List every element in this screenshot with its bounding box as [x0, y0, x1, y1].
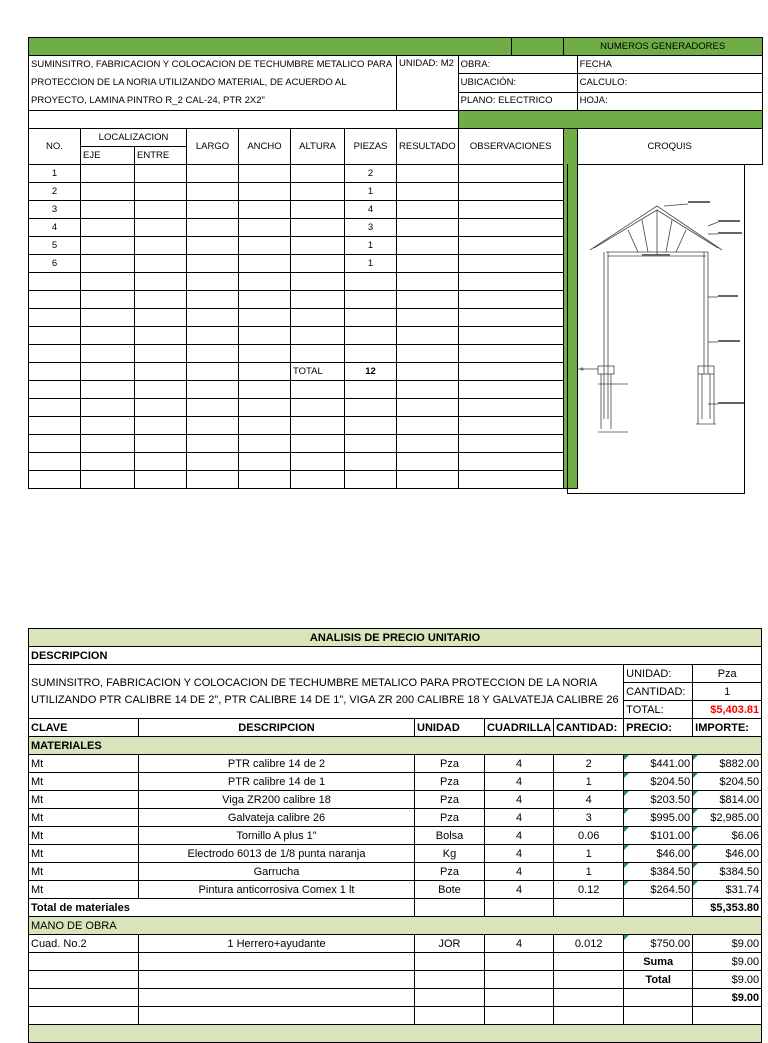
table-row: 2 1 — [29, 183, 763, 201]
total2-label: Total — [624, 971, 693, 989]
techumbre-sketch — [568, 164, 744, 492]
total-value: 12 — [345, 363, 397, 381]
col-piezas: PIEZAS — [345, 129, 397, 165]
mano-obra-section: MANO DE OBRA — [29, 917, 762, 935]
table-row: Mt PTR calibre 14 de 2 Pza 4 2 $441.00 $882.00 — [29, 755, 762, 773]
apu-descripcion-label: DESCRIPCION — [29, 647, 762, 665]
col-largo: LARGO — [187, 129, 239, 165]
materiales-section: MATERIALES — [29, 737, 762, 755]
table-row: 3 4 — [29, 201, 763, 219]
col-no: NO. — [29, 129, 81, 165]
apu-description: SUMINSITRO, FABRICACION Y COLOCACION DE TECHUMBRE METALICO PARA PROTECCION DE LA NORIA UTILIZANDO PTR CALIBRE 14 DE 2", PTR CALIBRE 14 DE 1", VIGA ZR 200 CALIBRE 18 Y GALVATEJA CALIBRE 26 — [29, 665, 624, 719]
final-value: $9.00 — [693, 989, 762, 1007]
apu-table — [28, 628, 762, 1043]
apu-unidad-value: Pza — [693, 665, 762, 683]
apu-total-label: TOTAL: — [624, 701, 693, 719]
col-ancho: ANCHO — [239, 129, 291, 165]
total2-value: $9.00 — [693, 971, 762, 989]
total-materiales-row: Total de materiales $5,353.80 — [29, 899, 762, 917]
suma-value: $9.00 — [693, 953, 762, 971]
apu-unidad-label: UNIDAD: — [624, 665, 693, 683]
apu-title: ANALISIS DE PRECIO UNITARIO — [29, 629, 762, 647]
plano-label: PLANO: ELECTRICO — [458, 92, 577, 110]
col-croquis: CROQUIS — [577, 129, 762, 165]
table-row: Mt Electrodo 6013 de 1/8 punta naranja Kg 4 1 $46.00 $46.00 — [29, 845, 762, 863]
ubicacion-label: UBICACIÓN: — [458, 74, 577, 92]
col-resultado: RESULTADO — [397, 129, 459, 165]
unidad-label: UNIDAD: M2 — [397, 56, 459, 111]
generadores-description: SUMINSITRO, FABRICACION Y COLOCACION DE TECHUMBRE METALICO PARA PROTECCION DE LA NORIA UTILIZANDO MATERIAL, DE ACUERDO AL PROYECTO, LAMINA PINTRO R_2 CAL-24, PTR 2X2" — [29, 56, 397, 111]
apu-total-value: $5,403.81 — [693, 701, 762, 719]
col-observaciones: OBSERVACIONES — [458, 129, 563, 165]
hoja-label: HOJA: — [577, 92, 762, 110]
col-altura: ALTURA — [291, 129, 345, 165]
materiales-list — [29, 755, 762, 899]
total-label: TOTAL — [291, 363, 345, 381]
table-row: Mt Viga ZR200 calibre 18 Pza 4 4 $203.50 $814.00 — [29, 791, 762, 809]
generadores-header-title: NUMEROS GENERADORES — [563, 38, 762, 56]
col-entre: ENTRE — [135, 147, 187, 165]
table-row: 4 3 — [29, 219, 763, 237]
fecha-label: FECHA — [577, 56, 762, 74]
table-row: Mt Tornillo A plus 1" Bolsa 4 0.06 $101.00 $6.06 — [29, 827, 762, 845]
col-localizacion: LOCALIZACION — [81, 129, 187, 147]
table-row: Mt PTR calibre 14 de 1 Pza 4 1 $204.50 $204.50 — [29, 773, 762, 791]
calculo-label: CALCULO: — [577, 74, 762, 92]
table-row: Cuad. No.2 1 Herrero+ayudante JOR 4 0.012 $750.00 $9.00 — [29, 935, 762, 953]
table-row: Mt Garrucha Pza 4 1 $384.50 $384.50 — [29, 863, 762, 881]
apu-cantidad-label: CANTIDAD: — [624, 683, 693, 701]
obra-label: OBRA: — [458, 56, 577, 74]
apu-header-row: CLAVE DESCRIPCION UNIDAD CUADRILLA CANTIDAD: PRECIO: IMPORTE: — [29, 719, 762, 737]
col-eje: EJE — [81, 147, 135, 165]
croquis-area — [567, 164, 745, 494]
table-row: 5 1 — [29, 237, 763, 255]
suma-label: Suma — [624, 953, 693, 971]
apu-cantidad-value: 1 — [693, 683, 762, 701]
table-row: 1 2 — [29, 165, 763, 183]
table-row: 6 1 — [29, 255, 763, 273]
table-row: Mt Pintura anticorrosiva Comex 1 lt Bote 4 0.12 $264.50 $31.74 — [29, 881, 762, 899]
table-row: Mt Galvateja calibre 26 Pza 4 3 $995.00 $2,985.00 — [29, 809, 762, 827]
